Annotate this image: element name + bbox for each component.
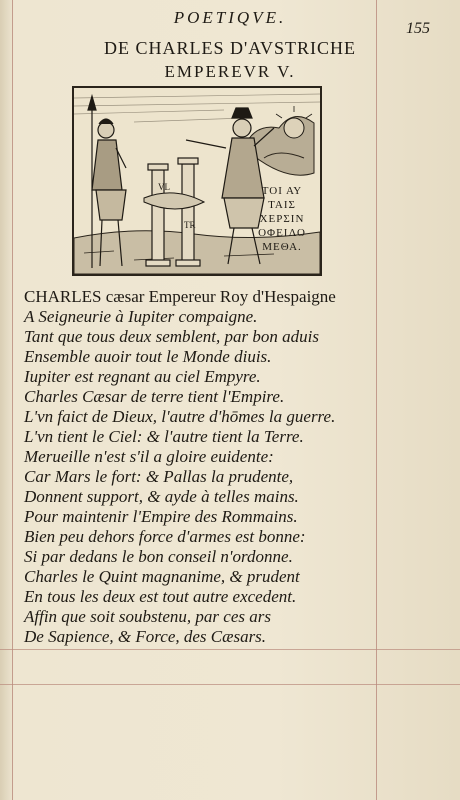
- verse-line: L'vn tient le Ciel: & l'autre tient la Terre.: [24, 427, 304, 446]
- verse-line: A Seigneurie à Iupiter compaigne.: [24, 307, 258, 326]
- woodcut-greek-caption: [250, 184, 314, 254]
- caption-line: ΟΦΕΙΛΟ: [258, 227, 306, 239]
- woodcut-illustration: [72, 86, 322, 276]
- caption-line: ΤΑΙΣ: [268, 199, 296, 211]
- verse-line: Charles le Quint magnanime, & prudent: [24, 567, 300, 586]
- caption-line: ΤΟΙ ΑΥ: [261, 185, 303, 197]
- verse-line: Charles Cæsar de terre tient l'Empire.: [24, 387, 285, 406]
- verse-line: Affin que soit soubstenu, par ces ars: [24, 607, 271, 626]
- verse-line: L'vn faict de Dieux, l'autre d'hōmes la guerre.: [24, 407, 336, 426]
- page-number: 155: [406, 20, 430, 37]
- verse-line: Pour maintenir l'Empire des Rommains.: [24, 507, 298, 526]
- poem-body: [24, 287, 424, 647]
- column-inscription-left: VL: [158, 182, 170, 192]
- verse-line: Donnent support, & ayde à telles mains.: [24, 487, 299, 506]
- verse-line: Tant que tous deux semblent, par bon aduis: [24, 327, 319, 346]
- poem-title-line-2: EMPEREVR V.: [164, 62, 296, 81]
- verse-line: Ensemble auoir tout le Monde diuis.: [24, 347, 272, 366]
- verse-line: Merueille n'est s'il a gloire euidente:: [24, 447, 274, 466]
- verse-line: De Sapience, & Force, des Cæsars.: [24, 627, 267, 646]
- caption-line: ΧΕΡΣΙΝ: [259, 213, 305, 225]
- column-inscription-right: TR: [184, 220, 196, 230]
- verse-line: Bien peu dehors force d'armes est bonne:: [24, 527, 306, 546]
- verse-line: Iupiter est regnant au ciel Empyre.: [24, 367, 261, 386]
- margin-rule-left: [12, 0, 13, 800]
- running-head: POETIQVE.: [173, 8, 287, 27]
- verse-line: Si par dedans le bon conseil n'ordonne.: [24, 547, 293, 566]
- margin-rule-bottom-2: [0, 684, 460, 685]
- poem-title-line-1: DE CHARLES D'AVSTRICHE: [104, 38, 356, 58]
- verse-line: CHARLES cæsar Empereur Roy d'Hespaigne: [24, 287, 336, 306]
- margin-rule-bottom: [0, 649, 460, 650]
- caption-line: ΜΕΘΑ.: [262, 241, 302, 253]
- verse-line: En tous les deux est tout autre excedent.: [24, 587, 297, 606]
- verse-line: Car Mars le fort: & Pallas la prudente,: [24, 467, 294, 486]
